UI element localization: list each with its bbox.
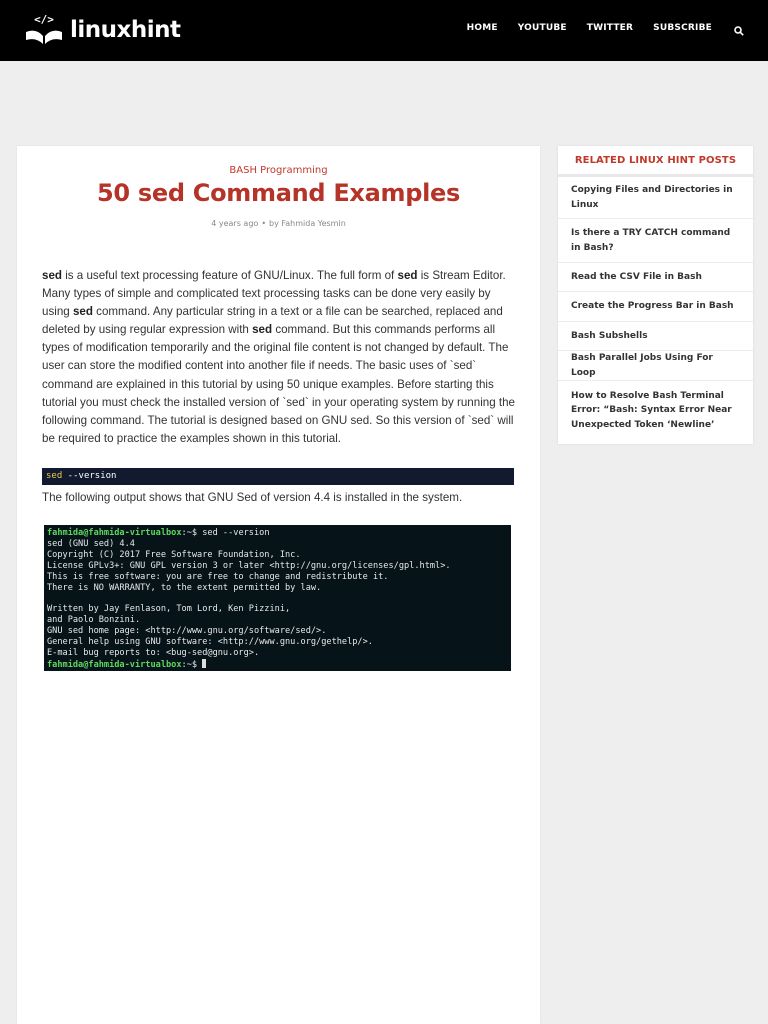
article-card (17, 146, 540, 1024)
article-title: 50 sed Command Examples (97, 179, 460, 207)
related-post-link[interactable]: Bash Subshells (558, 322, 753, 351)
terminal-command: :~$ sed --version (181, 528, 270, 538)
nav-home[interactable]: HOME (466, 23, 498, 33)
related-post-link[interactable]: How to Resolve Bash Terminal Error: “Bash: Syntax Error Near Unexpected Token ‘Newline’ (571, 390, 732, 430)
related-post-link[interactable]: Bash Parallel Jobs Using For Loop (558, 351, 753, 381)
terminal-final-suffix: :~$ (181, 659, 203, 670)
output-description: The following output shows that GNU Sed of version 4.4 is installed in the system. (42, 491, 463, 504)
related-posts-widget (558, 146, 753, 444)
site-logo[interactable] (22, 8, 182, 48)
terminal-line: E-mail bug reports to: <bug-sed@gnu.org>. (47, 647, 260, 658)
nav-twitter[interactable]: TWITTER (586, 23, 634, 33)
logo-badge: </> (34, 13, 54, 26)
terminal-line: sed (GNU sed) 4.4 (47, 538, 135, 549)
article-intro: sed is a useful text processing feature of GNU/Linux. The full form of sed is Stream Editor. Many types of simple and complicated text processing tasks can be done very easily by using sed command. Any particular string in a text or a file can be searched, replaced and deleted by using regular expression with sed command. But this commands performs all types of modification temporarily and the original file content is not changed by default. The user can store the modified content into another file if needs. The basic uses of `sed` command are explained in this tutorial by using 50 unique examples. Before starting this tutorial you must check the installed version of `sed` in your operating system by running the following command. The tutorial is designed based on GNU sed. So this version of `sed` will be required to practice the examples shown in this tutorial. (42, 269, 516, 445)
code-args: --version (62, 471, 117, 481)
code-keyword: sed (46, 471, 63, 481)
terminal-line: There is NO WARRANTY, to the extent permitted by law. (47, 582, 322, 593)
terminal-screenshot (44, 525, 511, 671)
related-post-link[interactable]: Is there a TRY CATCH command in Bash? (558, 219, 753, 263)
terminal-line: Written by Jay Fenlason, Tom Lord, Ken Pizzini, (47, 604, 291, 615)
book-logo-icon (22, 10, 66, 46)
related-posts-heading: RELATED LINUX HINT POSTS (558, 146, 753, 177)
meta-author[interactable]: by Fahmida Yesmin (269, 219, 346, 228)
terminal-line: This is free software: you are free to change and redistribute it. (47, 571, 389, 582)
terminal-final-prompt: fahmida@fahmida-virtualbox (47, 659, 182, 670)
search-icon[interactable] (734, 23, 744, 33)
top-navbar (0, 0, 768, 61)
terminal-prompt: fahmida@fahmida-virtualbox (47, 528, 182, 538)
logo-text: linuxhint (70, 17, 181, 43)
article-category[interactable]: BASH Programming (229, 165, 328, 176)
terminal-line: GNU sed home page: <http://www.gnu.org/software/sed/>. (47, 626, 327, 637)
related-post-link[interactable]: Read the CSV File in Bash (558, 263, 753, 292)
code-block (42, 468, 514, 485)
terminal-line: License GPLv3+: GNU GPL version 3 or later <http://gnu.org/licenses/gpl.html>. (47, 560, 451, 571)
related-post-link[interactable]: Create the Progress Bar in Bash (558, 292, 753, 322)
article-meta: 4 years ago • by Fahmida Yesmin (211, 219, 346, 228)
terminal-line: Copyright (C) 2017 Free Software Foundation, Inc. (47, 549, 301, 560)
terminal-cursor (202, 659, 206, 668)
nav-subscribe[interactable]: SUBSCRIBE (653, 23, 712, 33)
related-post-link[interactable]: Copying Files and Directories in Linux (558, 177, 753, 219)
terminal-line: and Paolo Bonzini. (47, 615, 141, 626)
meta-time: 4 years ago (211, 219, 259, 228)
terminal-output (47, 539, 508, 659)
terminal-line (47, 593, 508, 604)
main-nav (447, 0, 744, 56)
nav-youtube[interactable]: YOUTUBE (517, 23, 567, 33)
terminal-line: General help using GNU software: <http://www.gnu.org/gethelp/>. (47, 637, 373, 648)
